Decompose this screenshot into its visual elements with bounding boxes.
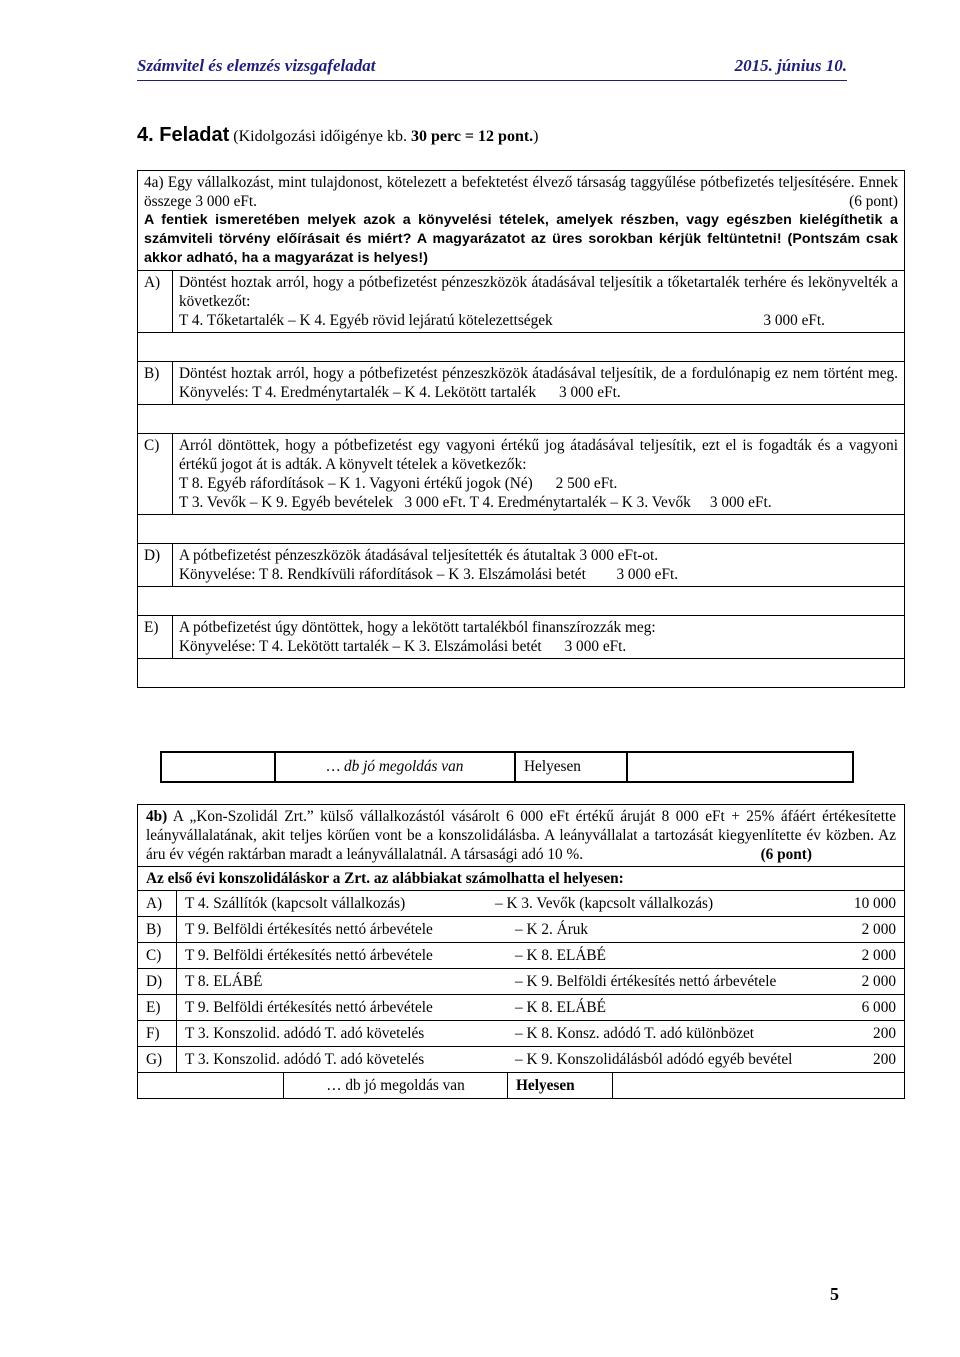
task-4a-table [137, 170, 905, 688]
row-c: C) T 9. Belföldi értékesítés nettó árbevétele – K 8. ELÁBÉ 2 000 [138, 943, 905, 969]
eval-count-4a[interactable]: … db jó megoldás van [275, 752, 515, 782]
eval-score-4a[interactable] [627, 752, 853, 782]
eval-blank [161, 752, 275, 782]
header-title: Számvitel és elemzés vizsgafeladat [137, 56, 376, 75]
answer-line-c[interactable] [138, 515, 905, 544]
item-e: E) A pótbefizetést úgy döntöttek, hogy a lekötött tartalékból finanszírozzák meg: Könyvelése: T 4. Lekötött tartalék – K 3. Elszámolási betét 3 000 eFt. [138, 616, 905, 659]
points-4a: (6 pont) [849, 193, 898, 210]
item-b: B) Döntést hoztak arról, hogy a pótbefizetést pénzeszközök átadásával teljesítik, de a fordulónapig ez nem történt meg. Könyvelés: T 4. Eredménytartalék – K 4. Lekötött tartalék 3 000 eFt. [138, 362, 905, 405]
row-a: A) T 4. Szállítók (kapcsolt vállalkozás) – K 3. Vevők (kapcsolt vállalkozás) 10 000 [138, 891, 905, 917]
header-rule [137, 80, 847, 81]
page-number: 5 [830, 1284, 839, 1304]
task-4b-intro: 4b) A „Kon-Szolidál Zrt.” külső vállalkozástól vásárolt 6 000 eFt értékű áruját 8 000 eFt + 25% áfáért értékesítette leányvállalatának, akit teljes körűen vont be a konszolidálásba. A leányvállalat a tartozását kiegyenlítette év közben. Az áru év végén raktárban maradt a leányvállalatnál. A társasági adó 10 %. (6 pont) [138, 805, 905, 867]
points-4b: (6 pont) [760, 846, 812, 863]
row-g: G) T 3. Konszolid. adódó T. adó követelés – K 9. Konszolidálásból adódó egyéb bevétel 200 [138, 1047, 905, 1073]
item-c: C) Arról döntöttek, hogy a pótbefizetést egy vagyoni értékű jog átadásával teljesítik, ezt el is fogadták és a vagyoni értékű jogot át is adták. A könyvelt tételek a következők: T 8. Egyéb ráfordítások – K 1. Vagyoni értékű jogok (Né) 2 500 eFt. T 3. Vevők – K 9. Egyéb bevételek 3 000 eFt. T 4. Eredménytartalék – K 3. Vevők 3 000 eFt. [138, 434, 905, 515]
eval-correct-4a: Helyesen [515, 752, 627, 782]
answer-line-b[interactable] [138, 405, 905, 434]
header-date: 2015. június 10. [734, 56, 847, 75]
task-4b-question: Az első évi konszolidáláskor a Zrt. az alábbiakat számolhatta el helyesen: [138, 867, 905, 891]
task-title: 4. Feladat (Kidolgozási időigénye kb. 30 perc = 12 pont.) [137, 124, 539, 146]
task-4a-intro: 4a) Egy vállalkozást, mint tulajdonost, kötelezett a befektetést élvező társaság taggyűlése pótbefizetés teljesítésére. Ennek összege 3 000 eFt. (6 pont) A fentiek ismeretében melyek azok a könyvelési tételek, amelyek részben, vagy egészben kielégíthetik a számviteli törvény előírásait és miért? A magyarázatot az üres sorokban kérjük feltüntetni! (Pontszám csak akkor adható, ha a magyarázat is helyes!) [138, 171, 905, 271]
eval-count-4b[interactable]: … db jó megoldás van [284, 1073, 508, 1098]
row-d: D) T 8. ELÁBÉ – K 9. Belföldi értékesítés nettó árbevétele 2 000 [138, 969, 905, 995]
eval-correct-4b: Helyesen [508, 1073, 613, 1098]
item-a: A) Döntést hoztak arról, hogy a pótbefizetést pénzeszközök átadásával teljesítik a tőketartalék terhére és lekönyvelték a következőt: T 4. Tőketartalék – K 4. Egyéb rövid lejáratú kötelezettségek 3 000 eFt. [138, 271, 905, 333]
evaluation-4b [138, 1073, 905, 1099]
evaluation-4a [160, 751, 854, 783]
task-4b-table [137, 804, 905, 1099]
row-e: E) T 9. Belföldi értékesítés nettó árbevétele – K 8. ELÁBÉ 6 000 [138, 995, 905, 1021]
answer-line-a[interactable] [138, 333, 905, 362]
item-d: D) A pótbefizetést pénzeszközök átadásával teljesítették és átutaltak 3 000 eFt-ot. Könyvelése: T 8. Rendkívüli ráfordítások – K 3. Elszámolási betét 3 000 eFt. [138, 544, 905, 587]
answer-line-e[interactable] [138, 659, 905, 688]
row-b: B) T 9. Belföldi értékesítés nettó árbevétele – K 2. Áruk 2 000 [138, 917, 905, 943]
answer-line-d[interactable] [138, 587, 905, 616]
task-4a-question: A fentiek ismeretében melyek azok a könyvelési tételek, amelyek részben, vagy egészben kielégíthetik a számviteli törvény előírásait és miért? A magyarázatot az üres sorokban kérjük feltüntetni! (Pontszám csak akkor adható, ha a magyarázat is helyes!) [144, 212, 898, 266]
row-f: F) T 3. Konszolid. adódó T. adó követelés – K 8. Konsz. adódó T. adó különbözet 200 [138, 1021, 905, 1047]
task-number: 4. Feladat [137, 124, 230, 146]
